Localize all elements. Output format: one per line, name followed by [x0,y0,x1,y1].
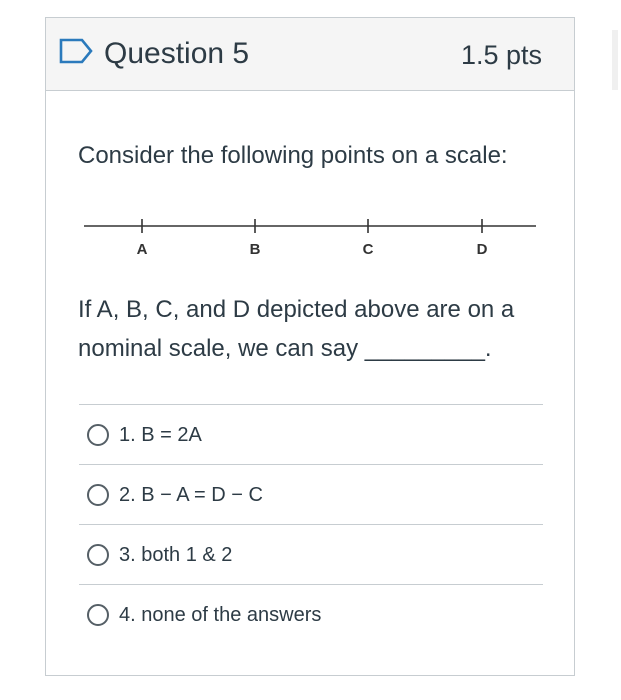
bookmark-flag-icon[interactable] [59,38,93,64]
question-title: Question 5 [104,37,250,70]
question-points: 1.5 pts [460,40,542,70]
radio-button[interactable] [87,484,109,506]
radio-button[interactable] [87,604,109,626]
question-prompt: Consider the following points on a scale: [78,142,508,169]
question-header [46,18,574,91]
answer-label: 2. B − A = D − C [119,484,263,506]
radio-button[interactable] [87,424,109,446]
answer-label: 1. B = 2A [119,424,202,446]
answer-label: 3. both 1 & 2 [119,544,233,566]
answer-option-2[interactable] [79,464,543,524]
window-edge [612,30,618,90]
answer-label: 4. none of the answers [119,604,322,626]
scale-point-label: B [249,241,261,258]
answer-list [79,404,543,644]
radio-button[interactable] [87,544,109,566]
scale-point-label: D [476,241,488,258]
scale-ticks [137,219,488,258]
scale-figure [82,214,538,264]
question-card [45,17,575,676]
scale-point-label: A [136,241,148,258]
answer-option-3[interactable] [79,524,543,584]
question-text: If A, B, C, and D depicted above are on a nominal scale, we can say _________. [78,296,515,362]
scale-point-label: C [362,241,374,258]
answer-option-1[interactable] [79,404,543,464]
answer-option-4[interactable] [79,584,543,644]
